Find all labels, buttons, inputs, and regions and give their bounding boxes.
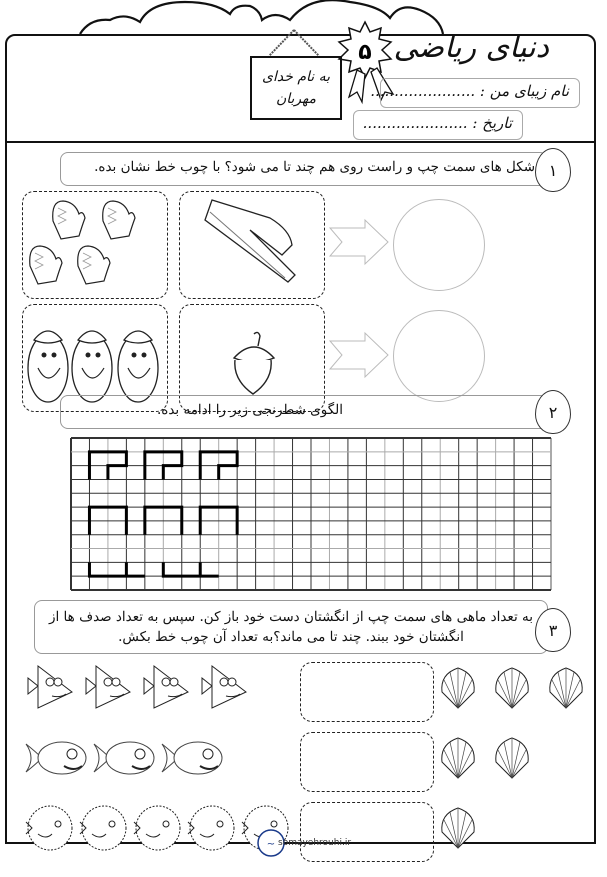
pants-icon (200, 200, 300, 290)
answer-box-fish-1[interactable] (300, 662, 434, 722)
mittens-icon (28, 196, 168, 296)
sign-line-1: به نام خدای (262, 69, 330, 85)
bismillah-sign (250, 56, 342, 120)
seashell-icon (438, 806, 480, 852)
pattern-stroke (89, 562, 144, 576)
worksheet-title: دنیای ریاضی (393, 30, 549, 65)
seashell-icon (492, 666, 534, 712)
answer-box-fish-3[interactable] (300, 802, 434, 862)
date-field[interactable] (353, 110, 523, 140)
question-3-number: ۳ (535, 608, 571, 652)
pattern-stroke (163, 562, 218, 576)
name-label: نام زیبای من : ...................... (370, 82, 569, 100)
svg-text:~: ~ (266, 839, 276, 850)
badge-number: ۵ (358, 40, 372, 65)
question-1-text: شکل های سمت چپ و راست روی هم چند تا می شود؟ با چوب خط نشان بده. (94, 159, 535, 175)
seashell-icon (492, 736, 534, 782)
seashell-icon (438, 666, 480, 712)
website-watermark: somayehrouhi.ir (278, 838, 352, 848)
acorn-icon (228, 330, 278, 400)
date-label: تاریخ : ...................... (362, 114, 512, 132)
puffer-fish-icon (78, 804, 132, 854)
question-1-number: ۱ (535, 148, 571, 192)
header-divider (5, 141, 596, 143)
question-3-text-line-1: به تعداد ماهی های سمت چپ از انگشتان دست خود باز کن. سپس به تعداد صدف ها از (49, 609, 533, 625)
arrow-icon (330, 333, 390, 383)
sign-line-2: مهربان (275, 91, 317, 107)
question-1-prompt (60, 152, 548, 186)
smiling-fish-icon (160, 734, 226, 784)
question-2-text: الگوی شطرنجی زیر را ادامه بده. (156, 402, 344, 418)
seashell-icon (438, 736, 480, 782)
pattern-grid[interactable] (71, 438, 553, 592)
sign-hanger (264, 28, 324, 58)
seashell-icon (546, 666, 588, 712)
answer-circle-2[interactable] (393, 310, 485, 402)
question-2-number: ۲ (535, 390, 571, 434)
triangle-fish-icon (198, 664, 252, 714)
answer-box-fish-2[interactable] (300, 732, 434, 792)
answer-circle-1[interactable] (393, 199, 485, 291)
puffer-fish-icon (132, 804, 186, 854)
question-2-prompt (60, 395, 548, 429)
question-3-prompt (34, 600, 548, 654)
puffer-fish-icon (24, 804, 78, 854)
triangle-fish-icon (140, 664, 194, 714)
triangle-fish-icon (24, 664, 78, 714)
smiling-fish-icon (92, 734, 158, 784)
student-name-field[interactable] (370, 78, 580, 108)
question-3-text-line-2: انگشتان خود ببند. چند تا می ماند؟به تعداد آن چوب خط بکش. (118, 629, 464, 645)
smiling-fish-icon (24, 734, 90, 784)
puffer-fish-icon (186, 804, 240, 854)
triangle-fish-icon (82, 664, 136, 714)
arrow-icon (330, 220, 390, 270)
